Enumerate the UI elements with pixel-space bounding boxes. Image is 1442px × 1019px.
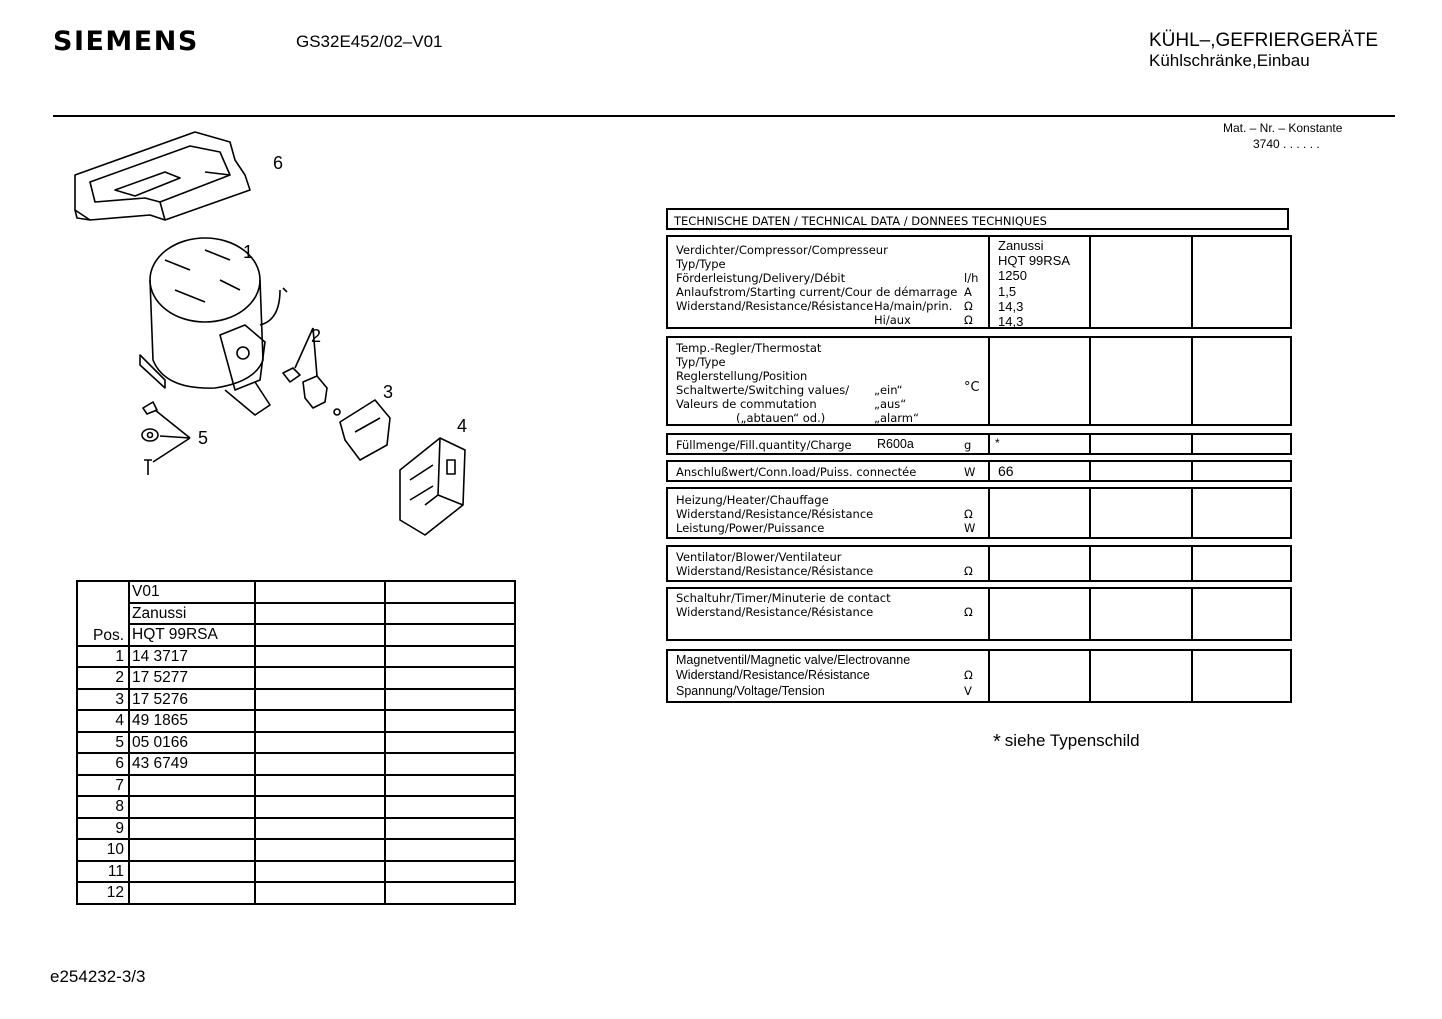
fill-quantity-label: Füllmenge/Fill.quantity/Charge [676,438,852,452]
compressor-main-label: Ha/main/prin. [874,299,953,313]
exploded-parts-drawing [55,120,495,560]
refrigerant-type: R600a [877,437,914,451]
table-row [77,732,515,754]
drip-tray-part [75,132,250,220]
parts-header-row [77,624,515,646]
empty-cell [255,839,385,861]
position-number: 8 [77,796,129,818]
part-number: 17 5276 [129,689,255,711]
part-number [129,882,255,904]
relay-cover-part [334,400,390,460]
version-header-cell: V01 [129,581,255,603]
empty-cell [385,732,515,754]
thermostat-valeurs-label: Valeurs de commutation [676,397,817,411]
category-subtitle: Kühlschränke,Einbau [1149,51,1310,70]
empty-cell [255,796,385,818]
valve-heading: Magnetventil/Magnetic valve/Electrovanne [676,653,911,667]
position-number: 10 [77,839,129,861]
mat-number-label: Mat. – Nr. – Konstante [1223,121,1343,135]
table-row [77,818,515,840]
part-number: 49 1865 [129,710,255,732]
unit-w: W [964,465,976,479]
thermostat-type-label: Typ/Type [676,355,726,369]
table-row [77,689,515,711]
empty-cell [385,882,515,904]
position-number: 7 [77,775,129,797]
footnote-star: * [993,731,1001,753]
callout-6: 6 [273,153,284,173]
empty-cell [385,689,515,711]
compressor-part [140,238,287,415]
unit-w: W [964,521,976,535]
empty-cell [255,689,385,711]
fan-section [666,545,1292,582]
empty-cell [385,710,515,732]
thermostat-off-label: „aus“ [874,397,907,411]
empty-cell [385,646,515,668]
thermostat-defrost-label: („abtauen“ od.) [736,411,826,425]
part-number [129,818,255,840]
unit-ohm: Ω [964,313,973,327]
heater-section [666,487,1292,539]
timer-heading: Schaltuhr/Timer/Minuterie de contact [676,591,891,605]
compressor-resistance-label: Widerstand/Resistance/Résistance [676,299,874,313]
heater-power-label: Leistung/Power/Puissance [676,521,825,535]
part-number: 43 6749 [129,753,255,775]
table-row [77,710,515,732]
position-number: 1 [77,646,129,668]
unit-lh: l/h [964,271,979,285]
part-number: 14 3717 [129,646,255,668]
compressor-aux-label: Hi/aux [874,313,911,327]
heater-resistance-label: Widerstand/Resistance/Résistance [676,507,874,521]
table-row [77,882,515,904]
table-row [77,753,515,775]
callout-1: 1 [243,242,254,262]
footnote [993,731,1140,754]
position-number: 12 [77,882,129,904]
empty-cell [385,839,515,861]
part-number [129,775,255,797]
parts-header-row [77,581,515,603]
compressor-delivery-label: Förderleistung/Delivery/Débit [676,271,846,285]
unit-ohm: Ω [964,299,973,313]
empty-cell [255,775,385,797]
compressor-current-label: Anlaufstrom/Starting current/Cour [676,285,872,299]
thermostat-on-label: „ein“ [874,383,903,397]
compressor-type-value: HQT 99RSA [998,253,1071,268]
connected-load-value: 66 [998,463,1014,479]
connected-load-section [666,460,1292,482]
empty-cell [385,796,515,818]
parts-header-row [77,603,515,625]
heater-heading: Heizung/Heater/Chauffage [676,493,829,507]
thermostat-heading: Temp.-Regler/Thermostat [676,341,822,355]
compressor-current-sublabel: de démarrage [876,285,958,299]
header-divider [53,115,1395,117]
electrical-box-part [400,438,465,535]
empty-cell [255,732,385,754]
empty-cell [255,753,385,775]
valve-section [666,649,1292,703]
table-row [77,646,515,668]
thermostat-section [666,336,1292,426]
part-number: 17 5277 [129,667,255,689]
part-number: 05 0166 [129,732,255,754]
mat-number-value: 3740 . . . . . . [1253,137,1320,151]
brand-logo: SIEMENS [53,26,199,57]
empty-cell [255,818,385,840]
compressor-brand-value: Zanussi [998,238,1044,253]
table-row [77,775,515,797]
compressor-delivery-value: 1250 [998,268,1027,283]
position-number: 5 [77,732,129,754]
unit-g: g [964,438,972,452]
position-number: 6 [77,753,129,775]
pos-header: Pos. [77,581,129,646]
empty-cell [385,603,515,625]
empty-cell [255,624,385,646]
valve-resistance-label: Widerstand/Resistance/Résistance [676,668,870,682]
category-title: KÜHL–,GEFRIERGERÄTE [1149,30,1379,51]
fastener-parts [142,402,190,475]
empty-cell [255,861,385,883]
thermostat-alarm-label: „alarm“ [874,411,919,425]
thermostat-switching-label: Schaltwerte/Switching values/ [676,383,850,397]
position-number: 11 [77,861,129,883]
empty-cell [255,882,385,904]
unit-a: A [964,285,972,299]
unit-ohm: Ω [964,564,973,578]
callout-5: 5 [198,428,209,448]
table-row [77,861,515,883]
version-header-cell: HQT 99RSA [129,624,255,646]
empty-cell [385,581,515,603]
compressor-type-label: Typ/Type [676,257,726,271]
compressor-aux-value: 14,3 [998,314,1024,329]
fan-heading: Ventilator/Blower/Ventilateur [676,550,842,564]
empty-cell [255,646,385,668]
compressor-main-value: 14,3 [998,299,1024,314]
tech-data-title: TECHNISCHE DATEN / TECHNICAL DATA / DONNEES TECHNIQUES [666,208,1289,230]
empty-cell [255,710,385,732]
fan-resistance-label: Widerstand/Resistance/Résistance [676,564,874,578]
part-number [129,839,255,861]
compressor-section [666,235,1292,329]
table-row [77,667,515,689]
timer-resistance-label: Widerstand/Resistance/Résistance [676,605,874,619]
position-number: 3 [77,689,129,711]
unit-v: V [964,684,972,698]
footnote-text: siehe Typenschild [1004,731,1140,750]
empty-cell [255,603,385,625]
empty-cell [385,818,515,840]
part-number [129,796,255,818]
thermostat-position-label: Reglerstellung/Position [676,369,808,383]
version-header-cell: Zanussi [129,603,255,625]
unit-celsius: °C [964,380,980,395]
compressor-heading: Verdichter/Compressor/Compresseur [676,243,888,257]
parts-table [76,580,516,905]
empty-cell [255,667,385,689]
fill-quantity-value: * [995,436,1000,450]
table-row [77,839,515,861]
fill-quantity-section [666,433,1292,455]
timer-section [666,587,1292,641]
position-number: 9 [77,818,129,840]
empty-cell [255,581,385,603]
empty-cell [385,753,515,775]
document-id: e254232-3/3 [50,967,146,986]
empty-cell [385,624,515,646]
connected-load-label: Anschlußwert/Conn.load/Puiss. connectée [676,465,917,479]
compressor-current-value: 1,5 [998,284,1017,299]
empty-cell [385,775,515,797]
empty-cell [385,667,515,689]
position-number: 4 [77,710,129,732]
valve-voltage-label: Spannung/Voltage/Tension [676,684,825,698]
unit-ohm: Ω [964,507,973,521]
model-number: GS32E452/02–V01 [296,32,443,51]
callout-3: 3 [383,382,394,402]
position-number: 2 [77,667,129,689]
table-row [77,796,515,818]
unit-ohm: Ω [964,605,973,619]
callout-2: 2 [311,326,322,346]
unit-ohm: Ω [964,668,973,682]
part-number [129,861,255,883]
empty-cell [385,861,515,883]
callout-4: 4 [457,416,468,436]
